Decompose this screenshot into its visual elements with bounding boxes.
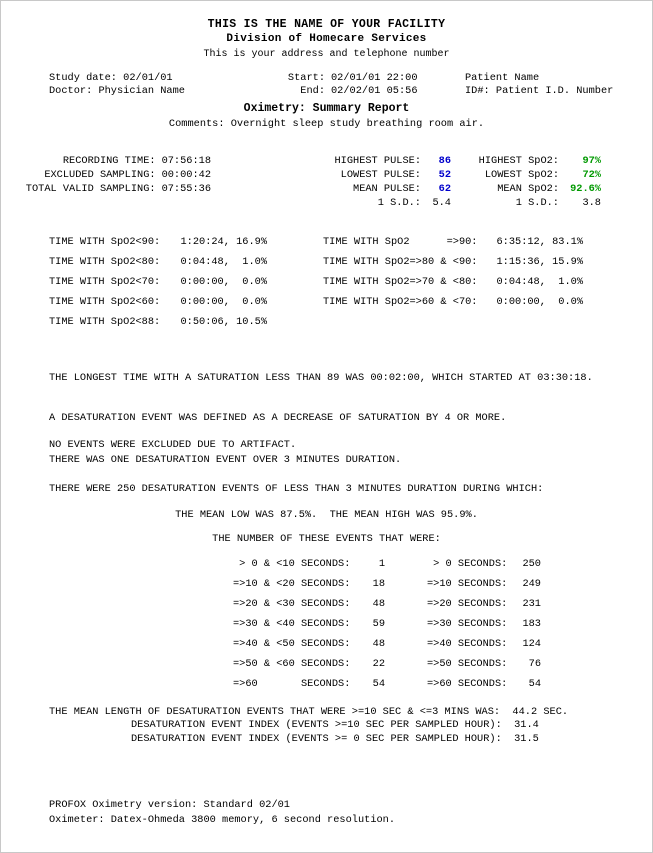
events-ge60-dur-value: 54: [372, 678, 385, 690]
events-duration-table: [233, 554, 652, 694]
software-version-line: PROFOX Oximetry version: Standard 02/01: [49, 799, 290, 811]
mean-spo2-label: MEAN SpO2:: [497, 183, 559, 195]
lowest-spo2-label: LOWEST SpO2:: [484, 169, 559, 181]
highest-pulse-value: 86: [438, 155, 451, 167]
study-info-row-2: [49, 85, 652, 98]
time-70-80-value: 0:04:48, 1.0%: [496, 276, 583, 288]
desaturation-definition-line: A DESATURATION EVENT WAS DEFINED AS A DECREASE OF SATURATION BY 4 OR MORE.: [49, 412, 507, 424]
events-50-60-value: 22: [372, 658, 385, 670]
summary-stats-block: [1, 154, 652, 210]
study-date-label: Study date:: [49, 72, 117, 84]
events-ge20-value: 231: [522, 598, 541, 610]
lowest-pulse-value: 52: [438, 169, 451, 181]
end-label: End:: [300, 85, 325, 97]
events-table-header: THE NUMBER OF THESE EVENTS THAT WERE:: [212, 533, 441, 545]
table-row: [233, 594, 652, 614]
events-ge40-value: 124: [522, 638, 541, 650]
start-time: [287, 72, 437, 85]
recording-time-value: 07:56:18: [161, 155, 211, 167]
events-ge10-label: =>10 SECONDS:: [427, 578, 508, 590]
table-row: [233, 674, 652, 694]
events-ge30-value: 183: [522, 618, 541, 630]
events-ge30-label: =>30 SECONDS:: [427, 618, 508, 630]
recording-time-label: RECORDING TIME:: [62, 155, 156, 167]
doctor-label: Doctor:: [49, 85, 93, 97]
time-lt70-label: TIME WITH SpO2<70:: [49, 276, 161, 288]
events-0-10-value: 1: [378, 558, 385, 570]
events-40-50-label: =>40 & <50 SECONDS:: [233, 638, 351, 650]
time-lt80-label: TIME WITH SpO2<80:: [49, 256, 161, 268]
mean-low-high-line: THE MEAN LOW WAS 87.5%. THE MEAN HIGH WAS 95.9%.: [175, 509, 478, 521]
study-info-block: [49, 72, 652, 98]
event-index-10-line: DESATURATION EVENT INDEX (EVENTS >=10 SEC PER SAMPLED HOUR): 31.4: [131, 719, 539, 731]
stats-row-valid: [1, 182, 652, 196]
table-row: [233, 554, 652, 574]
table-row: [233, 654, 652, 674]
excluded-sampling: [1, 168, 211, 182]
pulse-sd-value: 5.4: [432, 197, 451, 209]
stats-row-excluded: [1, 168, 652, 182]
doctor: [49, 85, 239, 98]
table-row: [49, 272, 652, 292]
report-footer: [49, 798, 652, 828]
highest-spo2-label: HIGHEST SpO2:: [478, 155, 559, 167]
table-row: [49, 292, 652, 312]
patient-name: Patient Name: [465, 72, 540, 84]
time-ge90-label: TIME WITH SpO2 =>90:: [323, 236, 478, 248]
excluded-sampling-label: EXCLUDED SAMPLING:: [44, 169, 156, 181]
time-lt88-label: TIME WITH SpO2<88:: [49, 316, 161, 328]
table-row: [233, 614, 652, 634]
time-80-90-label: TIME WITH SpO2=>80 & <90:: [323, 256, 478, 268]
time-empty-value: [491, 312, 583, 332]
pulse-sd-label: 1 S.D.:: [377, 197, 421, 209]
time-80-90-value: 1:15:36, 15.9%: [496, 256, 583, 268]
events-gt0-label: > 0 SECONDS:: [427, 558, 508, 570]
events-ge20-label: =>20 SECONDS:: [427, 598, 508, 610]
highest-spo2-value: 97%: [582, 155, 601, 167]
patient-id: ID#: Patient I.D. Number: [465, 85, 614, 97]
mean-pulse-value: 62: [438, 183, 451, 195]
mean-spo2-value: 92.6%: [570, 183, 601, 195]
sd-spacer: [1, 196, 211, 210]
excluded-sampling-value: 00:00:42: [161, 169, 211, 181]
longest-low-saturation-line: THE LONGEST TIME WITH A SATURATION LESS THAN 89 WAS 00:02:00, WHICH STARTED AT 03:30:18.: [49, 372, 593, 384]
events-gt0-value: 250: [522, 558, 541, 570]
facility-name: THIS IS THE NAME OF YOUR FACILITY: [207, 18, 446, 31]
events-30-40-label: =>30 & <40 SECONDS:: [233, 618, 351, 630]
events-ge50-label: =>50 SECONDS:: [427, 658, 508, 670]
time-70-80-label: TIME WITH SpO2=>70 & <80:: [323, 276, 478, 288]
address-line: This is your address and telephone number: [203, 49, 450, 60]
events-ge60-label: =>60 SECONDS:: [427, 678, 508, 690]
time-ge90-value: 6:35:12, 83.1%: [496, 236, 583, 248]
time-lt90-label: TIME WITH SpO2<90:: [49, 236, 161, 248]
events-ge40-label: =>40 SECONDS:: [427, 638, 508, 650]
time-60-70-label: TIME WITH SpO2=>60 & <70:: [323, 296, 478, 308]
table-row: [233, 574, 652, 594]
time-lt60-label: TIME WITH SpO2<60:: [49, 296, 161, 308]
time-empty-label: [323, 312, 481, 332]
spo2-sd-label: 1 S.D.:: [515, 197, 559, 209]
end-time: [287, 85, 437, 98]
start-value: 02/01/01 22:00: [331, 72, 418, 84]
time-lt70-value: 0:00:00, 0.0%: [180, 276, 267, 288]
time-lt88-value: 0:50:06, 10.5%: [180, 316, 267, 328]
events-ge10-value: 249: [522, 578, 541, 590]
recording-time: [1, 154, 211, 168]
report-title: Oximetry: Summary Report: [243, 102, 410, 115]
over-3min-line: THERE WAS ONE DESATURATION EVENT OVER 3 MINUTES DURATION.: [49, 454, 402, 466]
start-label: Start:: [287, 72, 325, 84]
total-valid-sampling: [1, 182, 211, 196]
events-30-40-value: 59: [372, 618, 385, 630]
study-date-value: 02/01/01: [123, 72, 173, 84]
time-60-70-value: 0:00:00, 0.0%: [496, 296, 583, 308]
events-40-50-value: 48: [372, 638, 385, 650]
time-lt80-value: 0:04:48, 1.0%: [180, 256, 267, 268]
highest-pulse-label: HIGHEST PULSE:: [334, 155, 421, 167]
table-row: [49, 232, 652, 252]
stats-row-sd: [1, 196, 652, 210]
study-date: [49, 72, 239, 85]
doctor-value: Physician Name: [98, 85, 185, 97]
mean-pulse-label: MEAN PULSE:: [353, 183, 421, 195]
events-intro-line: THERE WERE 250 DESATURATION EVENTS OF LESS THAN 3 MINUTES DURATION DURING WHICH:: [49, 483, 544, 495]
time-lt90-value: 1:20:24, 16.9%: [180, 236, 267, 248]
event-index-0-line: DESATURATION EVENT INDEX (EVENTS >= 0 SEC PER SAMPLED HOUR): 31.5: [131, 732, 539, 745]
table-row: [49, 312, 652, 332]
events-ge60-value: 54: [528, 678, 541, 690]
division-name: Division of Homecare Services: [226, 33, 427, 45]
table-row: [233, 634, 652, 654]
total-valid-sampling-value: 07:55:36: [161, 183, 211, 195]
end-value: 02/02/01 05:56: [331, 85, 418, 97]
artifact-line: NO EVENTS WERE EXCLUDED DUE TO ARTIFACT.: [49, 439, 297, 451]
lowest-pulse-label: LOWEST PULSE:: [340, 169, 421, 181]
events-10-20-value: 18: [372, 578, 385, 590]
stats-row-recording: [1, 154, 652, 168]
comments-line: Comments: Overnight sleep study breathing room air.: [168, 118, 485, 130]
table-row: [49, 252, 652, 272]
events-ge50-value: 76: [528, 658, 541, 670]
events-0-10-label: > 0 & <10 SECONDS:: [233, 558, 351, 570]
time-with-spo2-table: [49, 232, 652, 332]
mean-length-line: THE MEAN LENGTH OF DESATURATION EVENTS THAT WERE >=10 SEC & <=3 MINS WAS: 44.2 SEC.: [49, 706, 569, 718]
oximeter-line: Oximeter: Datex-Ohmeda 3800 memory, 6 second resolution.: [49, 814, 396, 826]
spo2-sd-value: 3.8: [582, 197, 601, 209]
events-20-30-label: =>20 & <30 SECONDS:: [233, 598, 351, 610]
study-info-row-1: [49, 72, 652, 85]
time-lt60-value: 0:00:00, 0.0%: [180, 296, 267, 308]
events-10-20-label: =>10 & <20 SECONDS:: [233, 578, 351, 590]
lowest-spo2-value: 72%: [582, 169, 601, 181]
events-ge60-dur-label: =>60 SECONDS:: [233, 678, 351, 690]
events-20-30-value: 48: [372, 598, 385, 610]
total-valid-sampling-label: TOTAL VALID SAMPLING:: [25, 183, 156, 195]
events-50-60-label: =>50 & <60 SECONDS:: [233, 658, 351, 670]
